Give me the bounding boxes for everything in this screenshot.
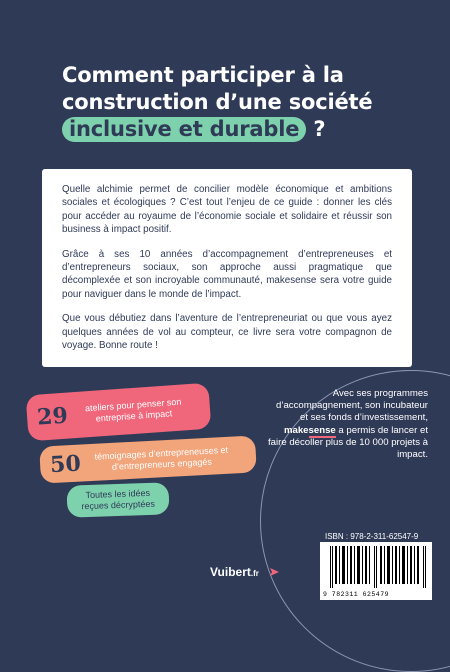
ideas-label: Toutes les idées reçues décryptées bbox=[81, 487, 156, 512]
highlight-badge-workshops bbox=[26, 383, 212, 442]
workshops-count: 29 bbox=[36, 402, 69, 431]
description-paragraph-2: Grâce à ses 10 années d’accompagnement d’entrepreneuses et d’entrepreneurs sociaux, son approche aussi pragmatique que décomplexée et son incroyable communauté, makesense sera votre guide pour naviguer dans le monde de l’impact. bbox=[62, 248, 392, 300]
barcode bbox=[320, 542, 432, 600]
publisher-logo bbox=[210, 565, 259, 579]
description-paragraph-1: Quelle alchimie permet de concilier modèle économique et ambitions sociales et écologiques ? C’est tout l’enjeu de ce guide : donner les clés pour accéder au royaume de l’économie sociale et solidaire et réussir son business à impact positif. bbox=[62, 184, 392, 236]
arrow-icon bbox=[268, 565, 282, 579]
barcode-bars bbox=[330, 546, 426, 588]
highlight-badge-ideas bbox=[66, 482, 169, 518]
brand-make: make bbox=[283, 424, 309, 436]
testimonials-count: 50 bbox=[49, 450, 82, 478]
isbn-label: ISBN : 978-2-311-62547-9 bbox=[325, 532, 419, 541]
title-text: Comment participer à la construction d’une société bbox=[62, 63, 373, 114]
barcode-digits: 9 782311 625479 bbox=[323, 591, 390, 598]
publisher-name: Vuibert bbox=[210, 565, 251, 579]
book-title bbox=[62, 62, 432, 143]
title-question-mark: ? bbox=[306, 117, 326, 141]
organization-text-outro: a permis de lancer et faire décoller plus de 10 000 projets à impact. bbox=[268, 424, 428, 461]
organization-text-intro: Avec ses programmes d’accompagnement, son incubateur et ses fonds d’investissement, bbox=[276, 388, 428, 424]
makesense-brand bbox=[284, 425, 336, 438]
brand-sense: sense bbox=[308, 424, 336, 436]
testimonials-label: témoignages d’entrepreneuses et d’entrepreneurs engagés bbox=[94, 444, 229, 472]
highlight-badge-testimonials bbox=[39, 435, 257, 483]
description-card bbox=[42, 169, 412, 367]
description-paragraph-3: Que vous débutiez dans l’aventure de l’entrepreneuriat ou que vous ayez quelques années de vol au compteur, ce livre sera votre compagnon de voyage. Bonne route ! bbox=[62, 313, 392, 352]
publisher-suffix: .fr bbox=[250, 569, 259, 578]
title-highlight: inclusive et durable bbox=[62, 117, 306, 142]
workshops-label: ateliers pour penser son entreprise à impact bbox=[84, 396, 182, 424]
organization-blurb bbox=[268, 388, 428, 461]
